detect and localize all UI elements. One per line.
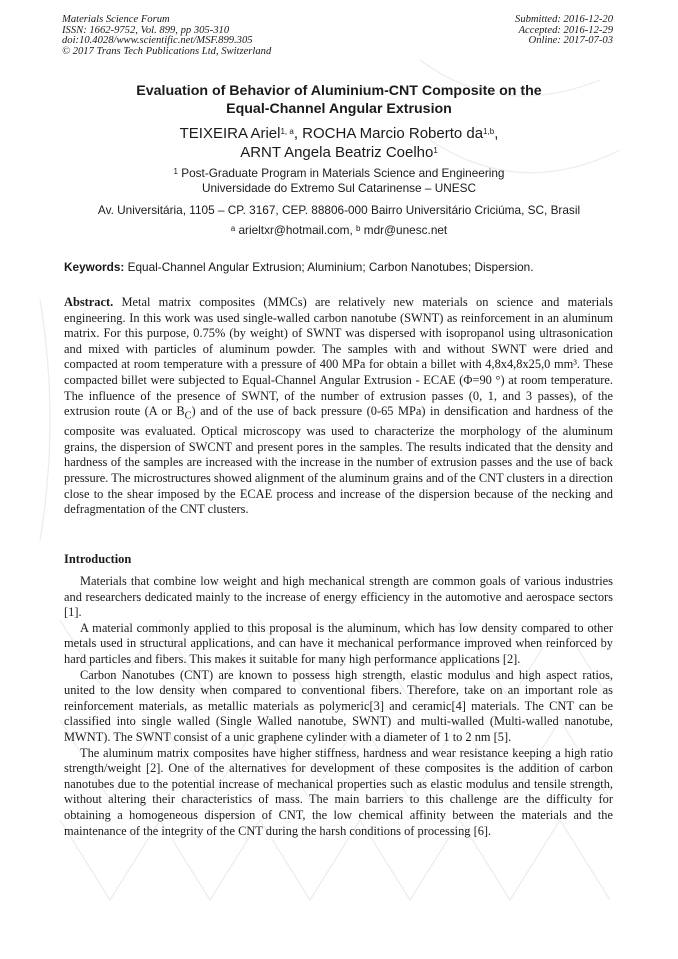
affiliation-program: Post-Graduate Program in Materials Science and Engineering bbox=[181, 166, 505, 180]
intro-paragraph: A material commonly applied to this proposal is the aluminum, which has low density compared to other metals used in structural applications, and can have it mechanical performance improved when reinforced by hard particles and fibers. This makes it suitable for many high performance applications [2]. bbox=[64, 620, 613, 666]
affiliation-marker: 1 bbox=[173, 167, 178, 176]
journal-info bbox=[62, 15, 271, 57]
doi-line: doi:10.4028/www.scientific.net/MSF.899.305 bbox=[62, 35, 253, 47]
author-3-affil: 1 bbox=[433, 146, 438, 155]
abstract-text-a: Metal matrix composites (MMCs) are relatively new materials on science and materials engineering. In this work was used single-walled carbon nanotube (SWNT) as reinforcement in an aluminum matrix. For this purpose, 0.75% (by weight) of SWNT was dispersed with isopropanol using ultrasonication and mixed with particles of aluminum powder. The samples with and without SWNT were dried and compacted at room temperature with a pressure of 400 MPa for obtain a billet with 4,8x4,8x25,0 mm³. These compacted billet were subjected to Equal-Channel Angular Extrusion - ECAE (Φ=90 °) at room temperature. The influence of the presence of SWNT, of the number of extrusion passes (0, 1, and 3 passes), of the extrusion route (A or B bbox=[64, 295, 613, 419]
introduction-body bbox=[64, 574, 613, 839]
online-date: Online: 2017-07-03 bbox=[528, 35, 613, 47]
journal-name: Materials Science Forum bbox=[62, 14, 170, 25]
submitted-date: Submitted: 2016-12-20 bbox=[515, 14, 613, 25]
email-a-marker: a bbox=[230, 224, 236, 233]
email-b: mdr@unesc.net bbox=[363, 223, 448, 237]
abstract bbox=[64, 295, 613, 518]
email-a: arieltxr@hotmail.com, bbox=[238, 223, 353, 237]
affiliation-university: Universidade do Extremo Sul Catarinense – UNESC bbox=[201, 181, 477, 195]
author-trailing-comma: , bbox=[494, 125, 499, 142]
affiliation bbox=[40, 166, 638, 196]
keywords-label: Keywords: bbox=[64, 260, 125, 274]
affiliation-address: Av. Universitária, 1105 – CP. 3167, CEP. 88806-000 Bairro Universitário Criciúma, SC, Brasil bbox=[97, 203, 581, 217]
route-subscript: C bbox=[184, 410, 192, 422]
author-2-affil: 1,b bbox=[483, 127, 495, 136]
author-2: ROCHA Marcio Roberto da bbox=[302, 125, 484, 142]
abstract-text-b: ) and of the use of back pressure (0-65 MPa) in densification and hardness of the composite was evaluated. Optical microscopy was used to characterize the morphology of the aluminum grains, the dispersion of SWCNT and present pores in the samples. The results indicated that the density and hardness of the samples are increased with the increase in the number of extrusion passes and the use of back pressure. The microstructures showed alignment of the aluminum grains and of the CNT clusters in a direction close to the shear imposed by the ECAE process and increase of the dispersion because of the necking and defragmentation of the CNT clusters. bbox=[64, 404, 613, 517]
accepted-date: Accepted: 2016-12-29 bbox=[518, 24, 613, 36]
title-line-2: Equal-Channel Angular Extrusion bbox=[226, 101, 452, 117]
abstract-label: Abstract. bbox=[64, 295, 114, 309]
submission-dates bbox=[515, 15, 613, 47]
intro-paragraph: Carbon Nanotubes (CNT) are known to possess high strength, elastic modulus and high aspect ratios, united to the low density when compared to conventional fibers. Therefore, take on an important role as reinforcement materials, as metallic materials as polymeric[3] and ceramic[4] materials. The CNT can be classified into single walled (Single Walled nanotube, SWNT) and multi-walled (Multi-walled nanotube, MWNT). The SWNT consist of a unic graphene cylinder with a diameter of 1 to 2 nm [5]. bbox=[64, 667, 613, 744]
author-emails bbox=[40, 223, 638, 238]
author-1: TEIXEIRA Ariel bbox=[179, 125, 281, 142]
copyright-line: © 2017 Trans Tech Publications Ltd, Switzerland bbox=[62, 45, 272, 57]
author-list bbox=[40, 124, 638, 162]
email-b-marker: b bbox=[356, 224, 361, 233]
keywords bbox=[64, 260, 534, 274]
paper-title bbox=[40, 82, 638, 118]
intro-paragraph: The aluminum matrix composites have higher stiffness, hardness and wear resistance keeping a high ratio strength/weight [2]. One of the alternatives for development of these composites is the addition of carbon nanotubes due to the potential increase of mechanical properties such as elastic modulus and tensile strength, without altering their characteristics of mass. The main barriers to this challenge are the difficulty for obtaining a homogeneous dispersion of CNT, the low chemical affinity between the materials and the maintenance of the integrity of the CNT during the harsh conditions of processing [6]. bbox=[64, 745, 613, 838]
author-3: ARNT Angela Beatriz Coelho bbox=[240, 144, 434, 161]
title-line-1: Evaluation of Behavior of Aluminium-CNT Composite on the bbox=[136, 83, 542, 99]
section-heading-introduction: Introduction bbox=[64, 552, 132, 566]
issn-line: ISSN: 1662-9752, Vol. 899, pp 305-310 bbox=[62, 24, 230, 36]
author-separator: , bbox=[293, 125, 303, 142]
keywords-text: Equal-Channel Angular Extrusion; Aluminium; Carbon Nanotubes; Dispersion. bbox=[127, 260, 534, 274]
intro-paragraph: Materials that combine low weight and high mechanical strength are common goals of various industries and researchers dedicated mainly to the increase of energy efficiency in the automotive and aerospace sectors [1]. bbox=[64, 574, 613, 620]
author-1-affil: 1, a bbox=[280, 127, 294, 136]
